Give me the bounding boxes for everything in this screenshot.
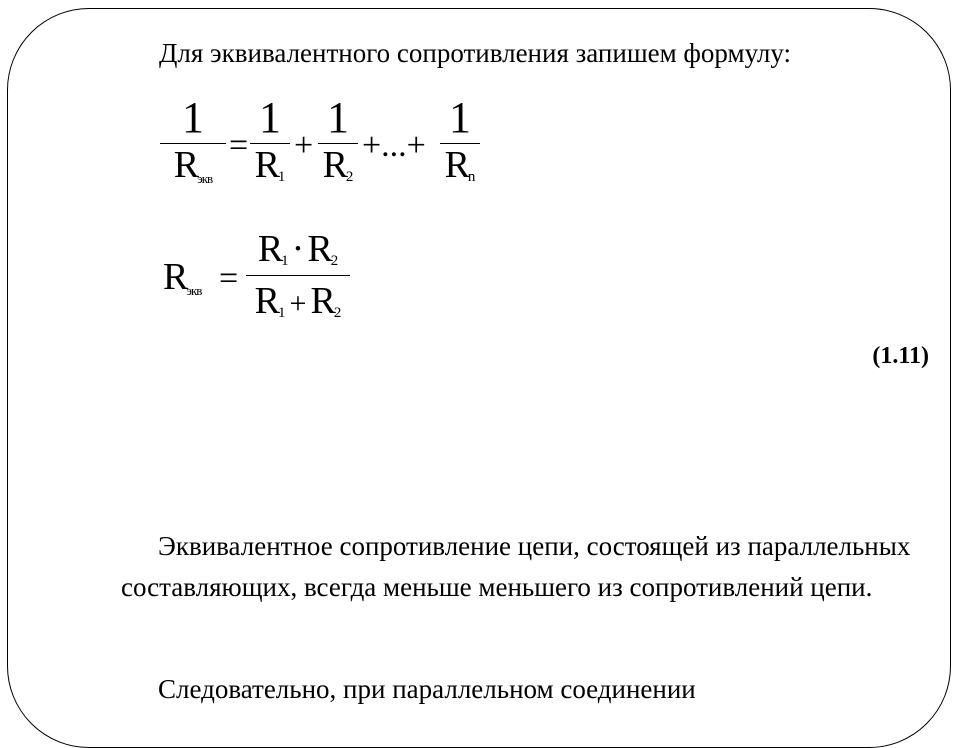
lhs-req: $R_{экв}$ [163,256,202,298]
ellipsis-plus: +...+ [362,127,426,164]
equals-sign: = [229,127,249,164]
paragraph-conclusion: Эквивалентное сопротивление цепи, состоящей из параллельных составляющих, всегда меньше меньшего из сопротивлений цепи. [121,531,911,602]
lhs-denominator: $R_{экв}$ [173,144,213,186]
equation-number: (1.11) [872,343,929,369]
denominator-sum: $R_1 + R_2$ [254,280,342,322]
numerator-product: $R_1\cdot R_2$ [257,228,339,270]
intro-text: Для эквивалентного сопротивления запишем формулу: [159,38,792,68]
plus-sign: + [294,127,314,164]
product-over-sum-fraction [246,230,350,321]
fraction-bar [246,275,350,276]
lhs-fraction [160,93,226,186]
lhs-numerator: 1 [182,93,204,142]
equals-sign: = [219,260,239,297]
term2-fraction: 1 $R_2$ [318,96,358,185]
term1-fraction: 1 $R_1$ [250,96,290,185]
paragraph-continuation: Следовательно, при параллельном соединении [158,674,696,704]
termn-fraction: 1 $R_n$ [440,96,480,185]
